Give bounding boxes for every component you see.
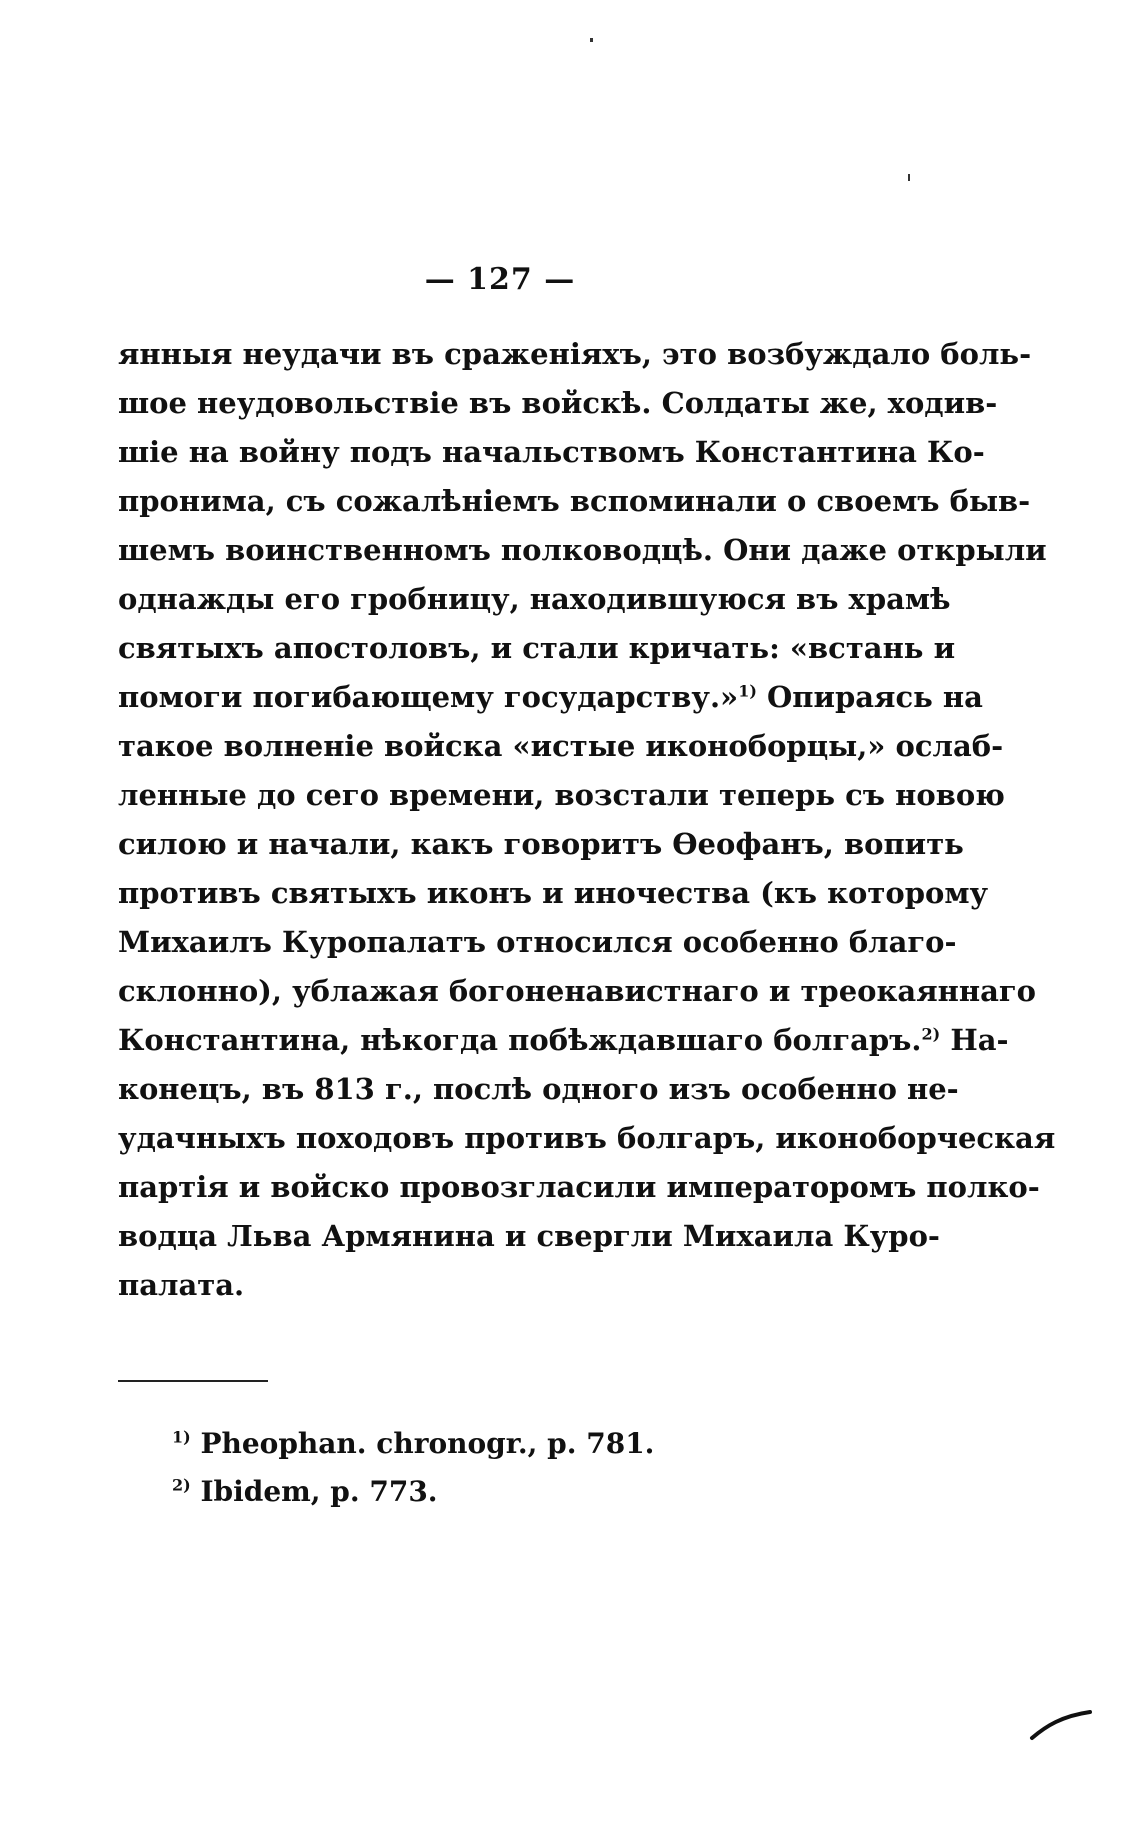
text-line: силою и начали, какъ говоритъ Ѳеофанъ, вопить [118,827,964,861]
text-line: шемъ воинственномъ полководцѣ. Они даже открыли [118,533,1047,567]
text-segment: Константина, нѣкогда побѣждавшаго болгаръ. [118,1023,922,1057]
text-line-with-footnote-ref [118,1016,1009,1065]
text-line: янныя неудачи въ сраженіяхъ, это возбуждало боль- [118,337,1032,371]
footnote-divider [118,1380,268,1382]
text-line-with-footnote-ref [118,673,983,722]
text-segment: помоги погибающему государству.» [118,680,739,714]
pen-stroke-mark [1028,1702,1098,1742]
footnote-2 [172,1468,872,1516]
text-line: конецъ, въ 813 г., послѣ одного изъ особенно не- [118,1072,959,1106]
text-line: шое неудовольствіе въ войскѣ. Солдаты же, ходив- [118,386,998,420]
footnotes [172,1420,872,1516]
footnote-text: Pheophan. chronogr., p. 781. [190,1427,655,1460]
text-segment: Опираясь на [756,680,983,714]
footnote-ref-2[interactable]: 2) [921,1024,941,1044]
page-number: — 127 — [424,262,576,297]
footnote-text: Ibidem, p. 773. [190,1475,438,1508]
footnote-1 [172,1420,872,1468]
text-line: удачныхъ походовъ противъ болгаръ, иконоборческая [118,1121,1056,1155]
main-text [118,330,1056,1310]
scan-speck [590,38,593,42]
text-line: пронима, съ сожалѣніемъ вспоминали о своемъ быв- [118,484,1031,518]
text-segment: На- [940,1023,1009,1057]
footnote-mark: 1) [172,1427,191,1447]
footnote-mark: 2) [172,1475,191,1495]
text-line: противъ святыхъ иконъ и иночества (къ которому [118,876,989,910]
text-line: ленные до сего времени, возстали теперь съ новою [118,778,1005,812]
text-line: склонно), ублажая богоненавистнаго и треокаяннаго [118,974,1037,1008]
text-line: святыхъ апостоловъ, и стали кричать: «встань и [118,631,956,665]
text-line: однажды его гробницу, находившуюся въ храмѣ [118,582,951,616]
footnote-ref-1[interactable]: 1) [738,681,757,701]
text-line: водца Льва Армянина и свергли Михаила Куро- [118,1219,940,1253]
text-line: партія и войско провозгласили императоромъ полко- [118,1170,1040,1204]
text-line: такое волненіе войска «истые иконоборцы,» ослаб- [118,729,1004,763]
text-line: палата. [118,1268,245,1302]
scan-speck [908,174,910,181]
text-line: Михаилъ Куропалатъ относился особенно благо- [118,925,957,959]
text-line: шіе на войну подъ начальствомъ Константина Ко- [118,435,985,469]
